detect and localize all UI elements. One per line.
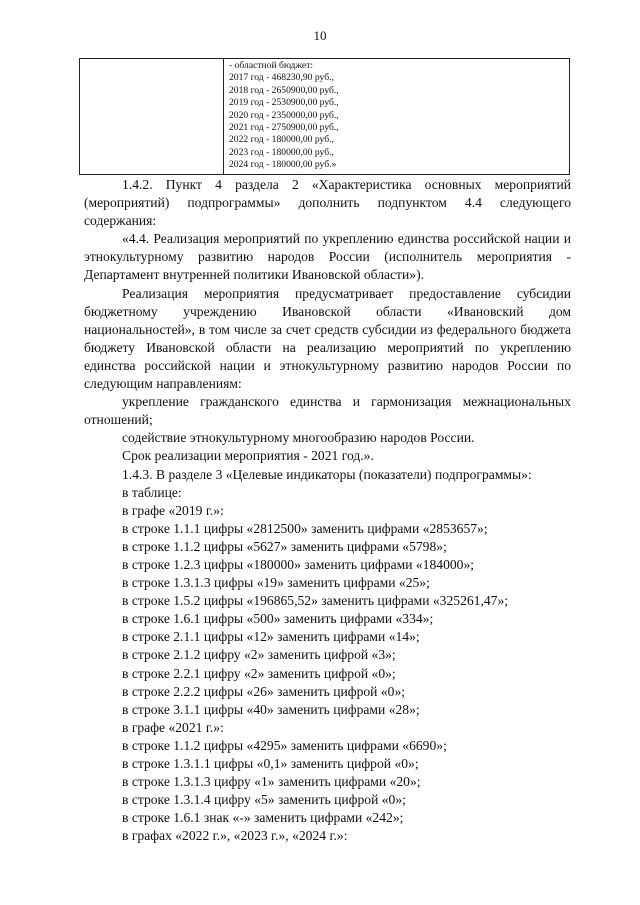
page-number: 10 <box>313 28 327 43</box>
change-2019-row-1-3-1-3: в строке 1.3.1.3 цифры «19» заменить цифрами «25»; <box>122 575 430 591</box>
budget-line-2021: 2021 год - 2750900,00 руб., <box>229 122 339 134</box>
paragraph-term: Срок реализации мероприятия - 2021 год.». <box>122 448 374 464</box>
budget-table-values-cell <box>229 60 565 172</box>
budget-line-2020: 2020 год - 2350000,00 руб., <box>229 109 339 121</box>
change-2021-row-1-3-1-4: в строке 1.3.1.4 цифру «5» заменить цифрой «0»; <box>122 792 406 808</box>
paragraph-support: содействие этнокультурному многообразию народов России. <box>122 430 475 446</box>
change-2019-row-2-2-1: в строке 2.2.1 цифру «2» заменить цифрой «0»; <box>122 665 396 681</box>
budget-table <box>79 58 570 175</box>
change-2019-row-1-6-1: в строке 1.6.1 цифры «500» заменить цифрами «334»; <box>122 611 434 627</box>
change-in-table: в таблице: <box>122 484 182 500</box>
budget-line-2017: 2017 год - 468230,90 руб., <box>229 72 334 84</box>
paragraph-implementation: Реализация мероприятия предусматривает предоставление субсидии бюджетному учреждению Ивановской области «Ивановский дом национальностей», в том числе за счет средств субсидии из федерального бюджета бюджету Ивановской области на реализацию мероприятий по укреплению единства российской нации и этнокультурному развитию народов России по следующим направлениям: <box>84 285 571 392</box>
change-column-2019: в графе «2019 г.»: <box>122 502 224 518</box>
change-columns-2022-2024: в графах «2022 г.», «2023 г.», «2024 г.»: <box>122 828 348 844</box>
budget-line-2024: 2024 год - 180000,00 руб.» <box>229 159 337 171</box>
paragraph-strengthening: укрепление гражданского единства и гармонизация межнациональных отношений; <box>84 394 571 428</box>
paragraph-1-4-2: 1.4.2. Пункт 4 раздела 2 «Характеристика основных мероприятий (мероприятий) подпрограммы» дополнить подпунктом 4.4 следующего содержания: <box>84 177 571 229</box>
change-2021-row-1-3-1-3: в строке 1.3.1.3 цифру «1» заменить цифрами «20»; <box>122 774 421 790</box>
change-2021-row-1-6-1: в строке 1.6.1 знак «-» заменить цифрами «242»; <box>122 810 404 826</box>
change-2019-row-2-1-1: в строке 2.1.1 цифры «12» заменить цифрами «14»; <box>122 629 420 645</box>
budget-line-2022: 2022 год - 180000,00 руб., <box>229 134 334 146</box>
budget-table-empty-cell <box>80 59 224 174</box>
change-2021-row-1-3-1-1: в строке 1.3.1.1 цифры «0,1» заменить цифрой «0»; <box>122 756 419 771</box>
change-2019-row-1-1-2: в строке 1.1.2 цифры «5627» заменить цифрами «5798»; <box>122 538 447 554</box>
change-column-2021: в графе «2021 г.»: <box>122 719 224 735</box>
budget-line-2019: 2019 год - 2530900,00 руб., <box>229 97 339 109</box>
budget-line-2023: 2023 год - 180000,00 руб., <box>229 146 334 158</box>
paragraph-1-4-3: 1.4.3. В разделе 3 «Целевые индикаторы (показатели) подпрограммы»: <box>122 466 532 482</box>
budget-line-2018: 2018 год - 2650900,00 руб., <box>229 84 339 96</box>
change-2019-row-2-1-2: в строке 2.1.2 цифру «2» заменить цифрой «3»; <box>122 647 396 663</box>
change-2019-row-2-2-2: в строке 2.2.2 цифры «26» заменить цифрой «0»; <box>122 683 406 699</box>
change-2019-row-1-1-1: в строке 1.1.1 цифры «2812500» заменить цифрами «2853657»; <box>122 520 488 536</box>
change-2019-row-1-5-2: в строке 1.5.2 цифры «196865,52» заменить цифрами «325261,47»; <box>122 593 509 609</box>
budget-header: - областной бюджет: <box>229 60 314 71</box>
change-2021-row-1-1-2: в строке 1.1.2 цифры «4295» заменить цифрами «6690»; <box>122 737 447 753</box>
change-2019-row-1-2-3: в строке 1.2.3 цифры «180000» заменить цифрами «184000»; <box>122 556 475 572</box>
paragraph-4-4: «4.4. Реализация мероприятий по укреплению единства российской нации и этнокультурному развитию народов России (исполнитель мероприятия - Департамент внутренней политики Ивановской области»). <box>84 231 571 283</box>
change-2019-row-3-1-1: в строке 3.1.1 цифры «40» заменить цифрами «28»; <box>122 701 420 717</box>
document-body <box>84 176 571 845</box>
